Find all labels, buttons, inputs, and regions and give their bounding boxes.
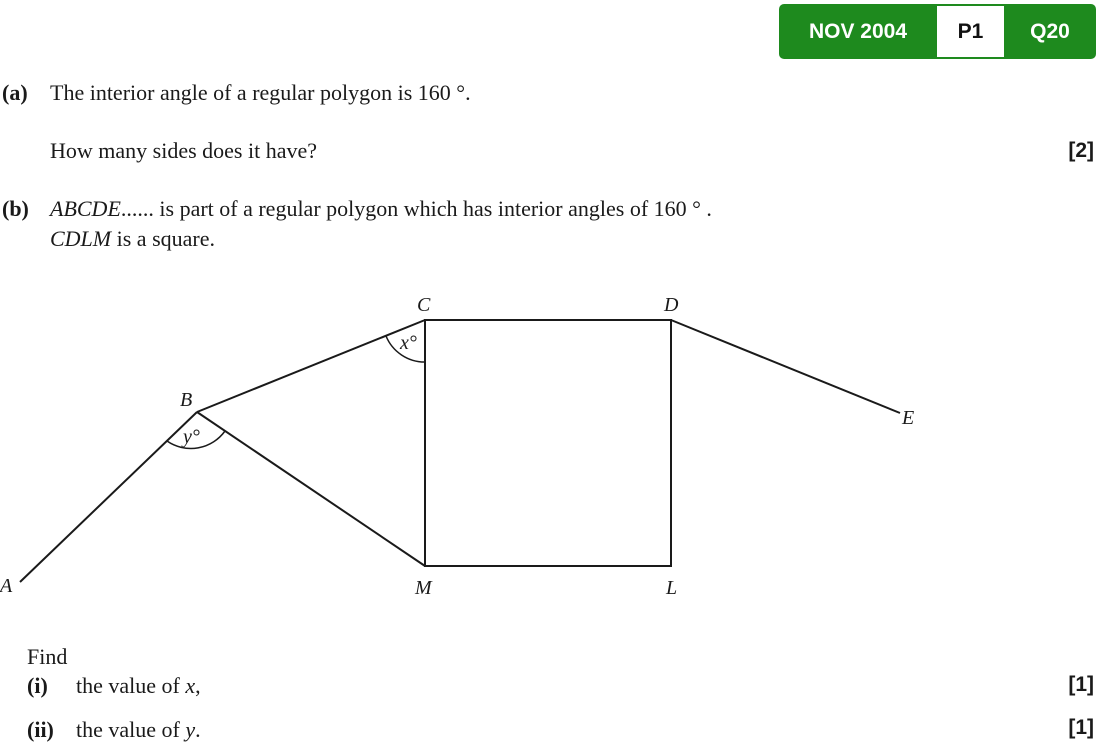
paper-label: P1 (937, 6, 1004, 57)
edge-bm (197, 412, 425, 566)
edge-de (671, 320, 900, 413)
part-b-label: (b) (2, 196, 29, 221)
question-number-label: Q20 (1030, 19, 1070, 43)
part-a-statement: The interior angle of a regular polygon is 160 °. (50, 80, 471, 105)
edge-bc (197, 320, 425, 412)
part-b-square-text: is a square. (111, 226, 215, 251)
find-item-i-var: x (185, 673, 196, 698)
find-item-ii-post: . (195, 717, 201, 742)
point-d-label: D (664, 294, 679, 316)
find-item-i-marks: [1] (1068, 673, 1094, 696)
angle-x-label: x° (400, 332, 417, 354)
point-b-label: B (180, 389, 193, 411)
session-label: NOV 2004 (808, 19, 908, 43)
part-a-question: How many sides does it have? (50, 138, 317, 163)
find-item-i-pre: the value of (76, 673, 186, 698)
find-item-ii-text (76, 719, 201, 741)
point-e-label: E (902, 407, 915, 429)
point-c-label: C (417, 294, 431, 316)
square-cdlm (425, 320, 671, 566)
find-item-ii-label: (ii) (27, 717, 54, 742)
find-item-ii-pre: the value of (76, 717, 186, 742)
part-a-label: (a) (2, 80, 28, 105)
find-item-ii-var: y (185, 717, 196, 742)
angle-y-label: y° (183, 426, 200, 448)
part-b-statement-text: ...... is part of a regular polygon which has interior angles of 160 ° . (120, 196, 712, 221)
point-m-label: M (415, 577, 432, 599)
point-a-label: A (0, 575, 13, 597)
polygon-name: ABCDE (50, 196, 121, 221)
edge-ab (20, 412, 197, 582)
find-intro: Find (27, 644, 68, 669)
square-name: CDLM (50, 226, 112, 251)
find-item-i-text (76, 675, 201, 697)
find-item-i-post: , (195, 673, 201, 698)
part-a-marks: [2] (1068, 139, 1094, 162)
find-item-i-label: (i) (27, 673, 48, 698)
point-l-label: L (666, 577, 678, 599)
find-item-ii-marks: [1] (1068, 716, 1094, 739)
